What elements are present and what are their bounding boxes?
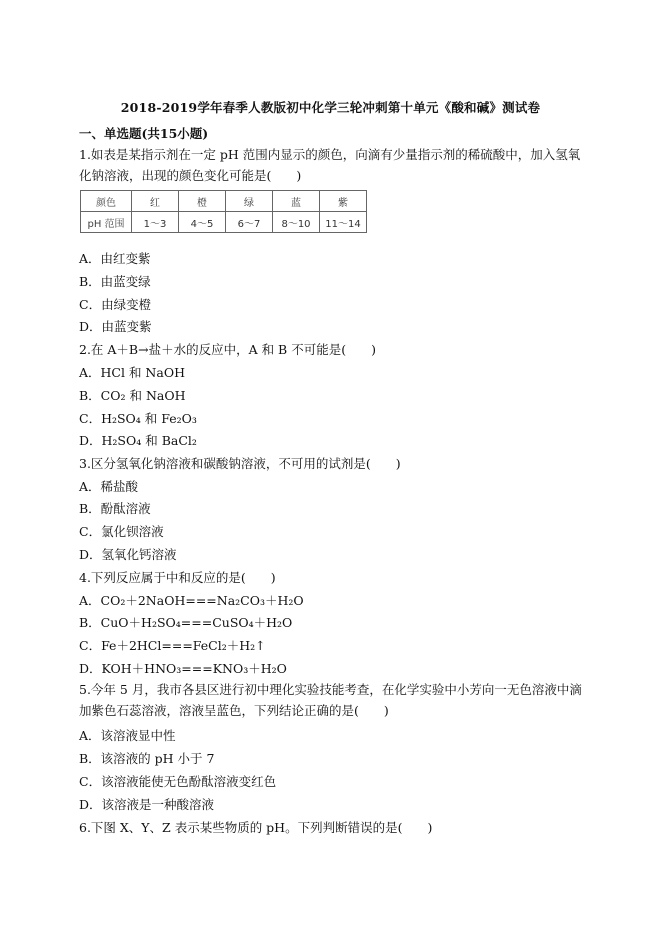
table-cell: 红: [132, 191, 179, 212]
question-1-option-a: A．由红变紫: [79, 251, 151, 266]
table-cell: 6～7: [226, 212, 273, 233]
question-3-option-a: A．稀盐酸: [79, 479, 139, 494]
question-5-option-c: C．该溶液能使无色酚酞溶液变红色: [79, 774, 277, 789]
question-4-option-b: B．CuO＋H₂SO₄===CuSO₄＋H₂O: [79, 615, 293, 630]
question-3-option-c: C．氯化钡溶液: [79, 524, 164, 539]
table-cell: 1～3: [132, 212, 179, 233]
table-header-cell: pH 范围: [81, 212, 132, 233]
question-5-option-a: A．该溶液显中性: [79, 728, 176, 743]
table-cell: 4～5: [179, 212, 226, 233]
question-3-option-d: D．氢氧化钙溶液: [79, 547, 177, 562]
question-6-text: 6.下图 X、Y、Z 表示某些物质的 pH。下列判断错误的是( ): [79, 820, 433, 835]
table-cell: 紫: [320, 191, 367, 212]
question-2-option-c: C．H₂SO₄ 和 Fe₂O₃: [79, 411, 197, 426]
table-header-cell: 颜色: [81, 191, 132, 212]
question-5-text: 5.今年 5 月，我市各县区进行初中理化实验技能考查，在化学实验中小芳向一无色溶液中滴加紫色石蕊溶液，溶液呈蓝色，下列结论正确的是( ): [79, 682, 582, 718]
question-4-option-c: C．Fe＋2HCl===FeCl₂＋H₂↑: [79, 638, 266, 653]
question-1-text: 1.如表是某指示剂在一定 pH 范围内显示的颜色，向滴有少量指示剂的稀硫酸中，加入氢氧化钠溶液，出现的颜色变化可能是( ): [79, 147, 581, 183]
table-cell: 8～10: [273, 212, 320, 233]
question-4-text: 4.下列反应属于中和反应的是( ): [79, 570, 276, 585]
question-2-option-b: B．CO₂ 和 NaOH: [79, 388, 186, 403]
question-1-option-d: D．由蓝变紫: [79, 319, 152, 334]
ph-color-table: [80, 190, 367, 233]
table-row: [81, 191, 367, 212]
section-heading: 一、单选题(共15小题): [79, 126, 209, 141]
question-3-text: 3.区分氢氧化钠溶液和碳酸钠溶液，不可用的试剂是( ): [79, 456, 401, 471]
table-cell: 11～14: [320, 212, 367, 233]
table-cell: 绿: [226, 191, 273, 212]
question-2-option-a: A．HCl 和 NaOH: [79, 365, 185, 380]
question-1-option-b: B．由蓝变绿: [79, 274, 151, 289]
question-4-option-d: D．KOH＋HNO₃===KNO₃＋H₂O: [79, 661, 287, 676]
question-2-text: 2.在 A＋B→盐＋水的反应中，A 和 B 不可能是( ): [79, 342, 376, 357]
table-cell: 橙: [179, 191, 226, 212]
table-cell: 蓝: [273, 191, 320, 212]
question-1-option-c: C．由绿变橙: [79, 297, 152, 312]
question-5-option-d: D．该溶液是一种酸溶液: [79, 797, 215, 812]
question-5-option-b: B．该溶液的 pH 小于 7: [79, 751, 215, 766]
question-3-option-b: B．酚酞溶液: [79, 501, 151, 516]
question-2-option-d: D．H₂SO₄ 和 BaCl₂: [79, 433, 197, 448]
document-title: 2018-2019学年春季人教版初中化学三轮冲刺第十单元《酸和碱》测试卷: [120, 100, 541, 115]
table-row: [81, 212, 367, 233]
question-4-option-a: A．CO₂＋2NaOH===Na₂CO₃＋H₂O: [79, 593, 304, 608]
